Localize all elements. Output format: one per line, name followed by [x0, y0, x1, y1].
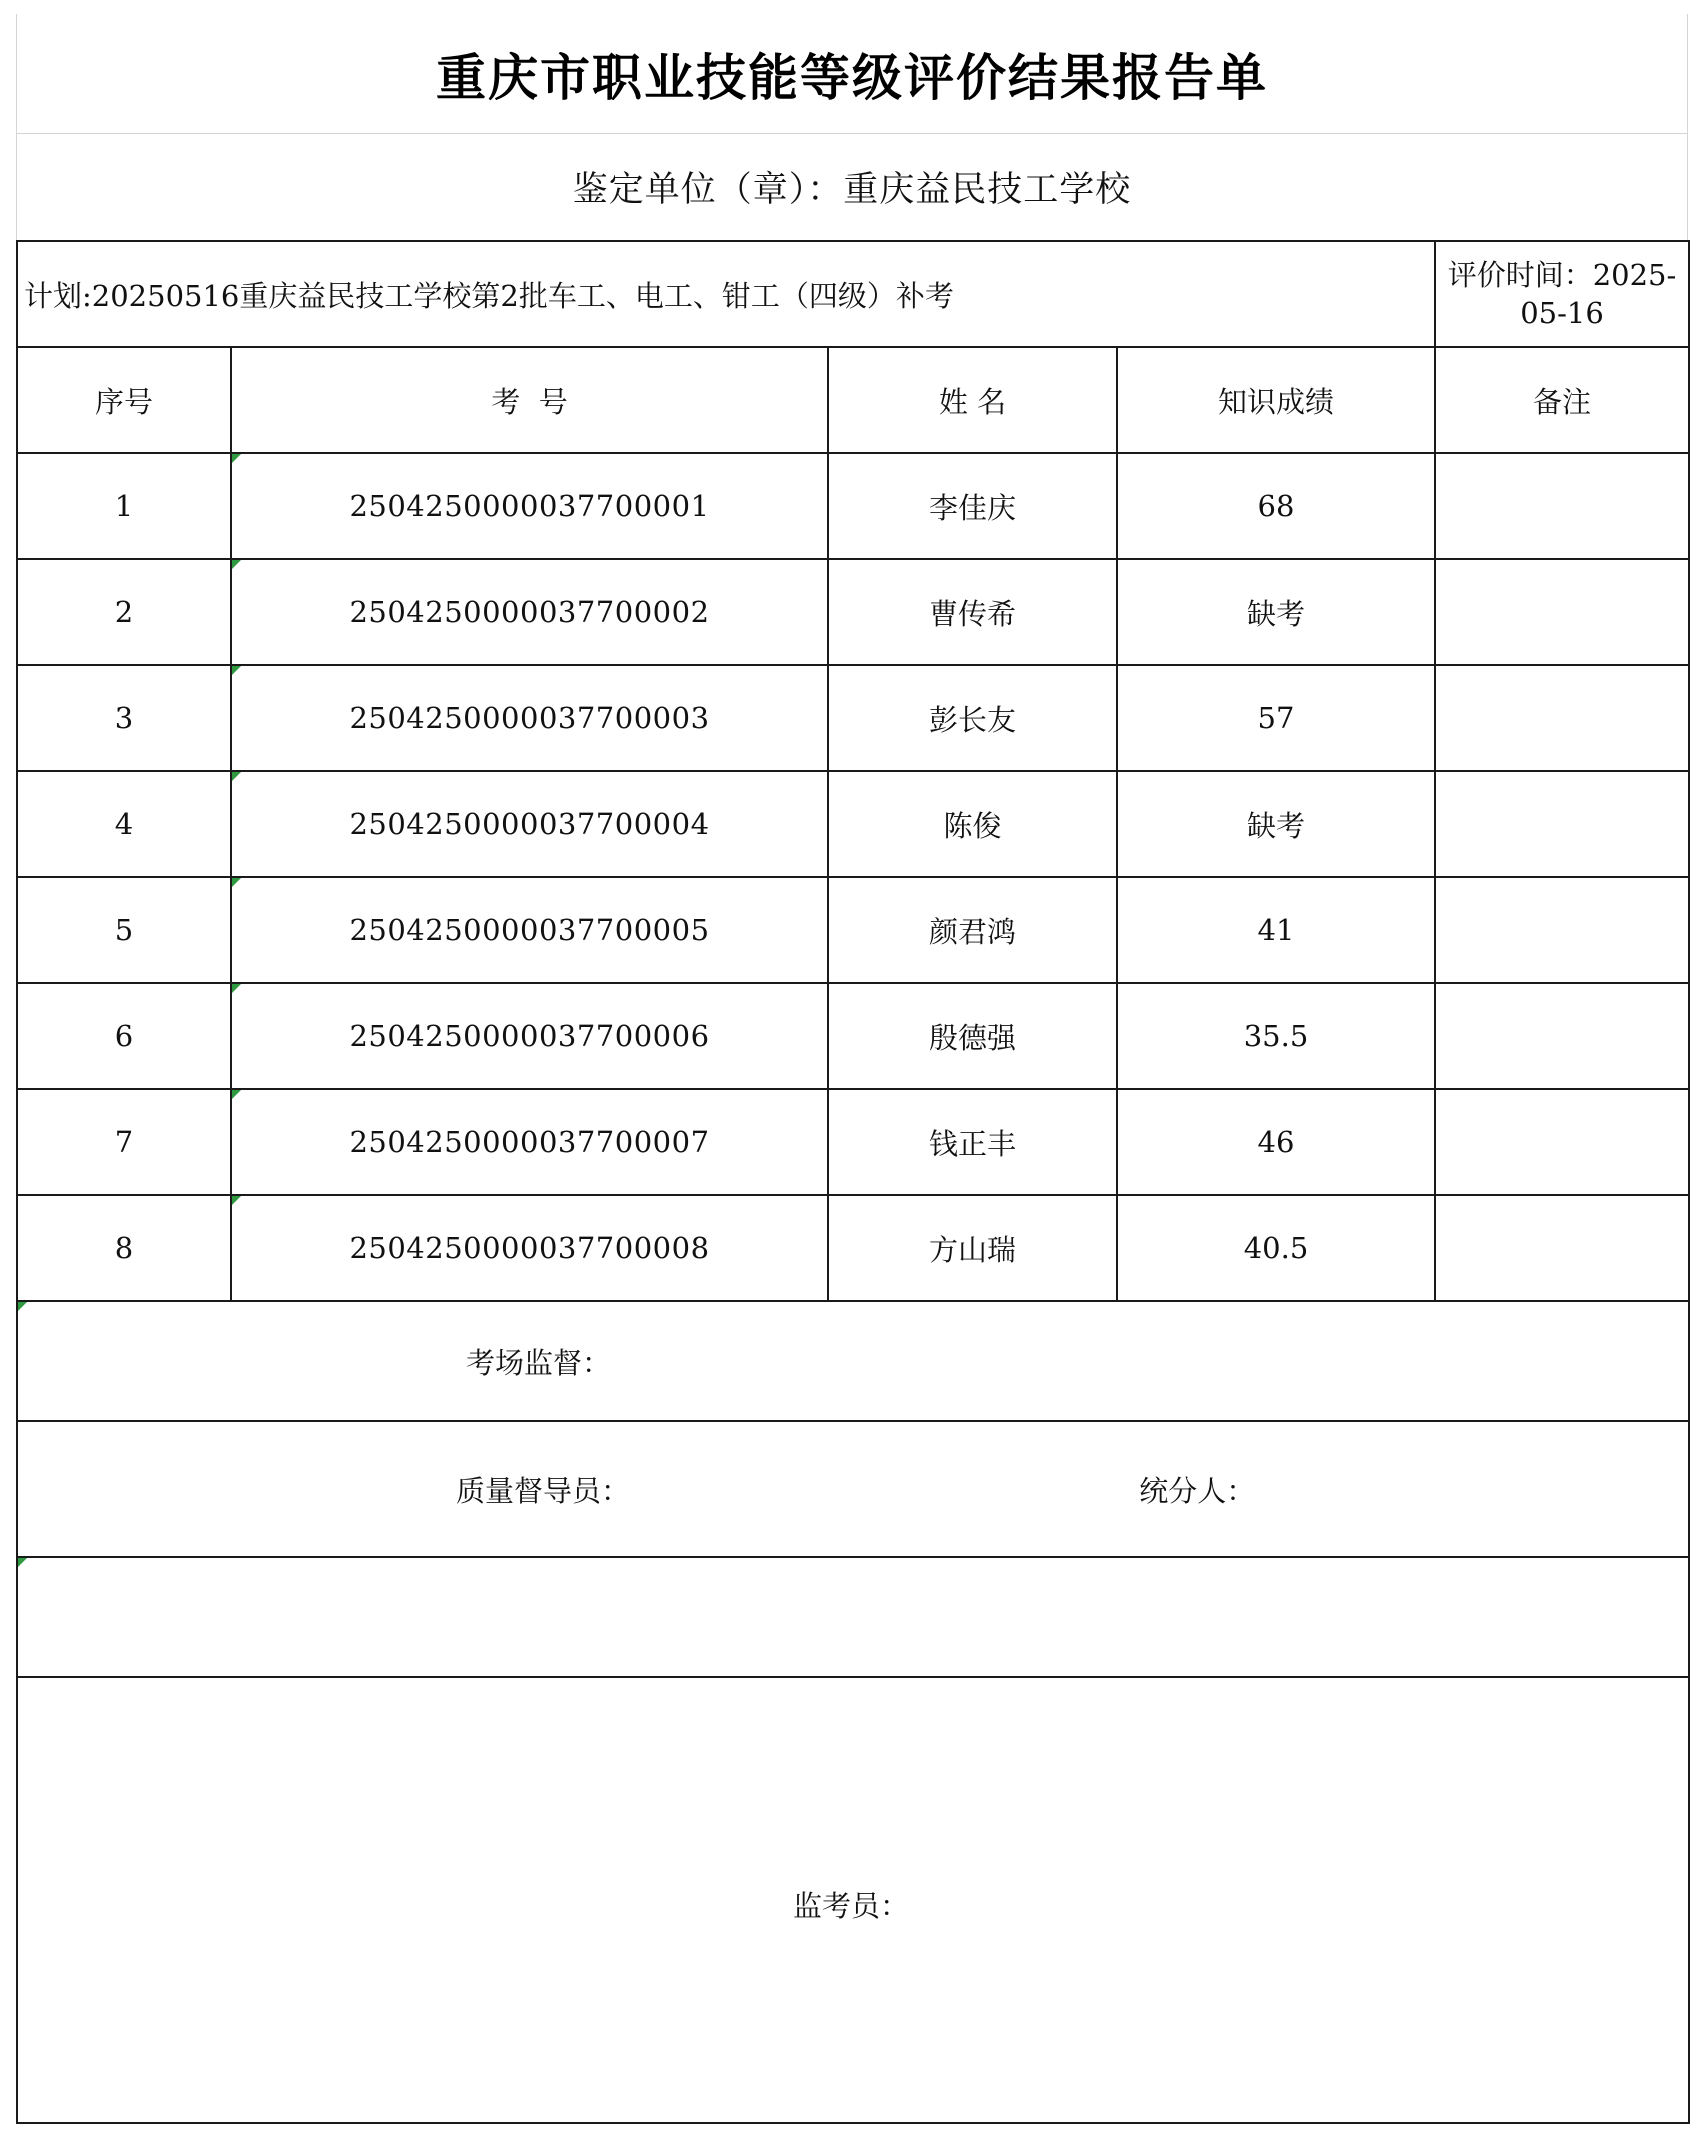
plan-cell: 计划:20250516重庆益民技工学校第2批车工、电工、钳工（四级）补考: [17, 241, 1435, 347]
scorer-label: 统分人：: [1139, 1473, 1256, 1508]
invigilator-cell: [17, 1677, 1689, 2123]
row-score: 35.5: [1117, 983, 1435, 1089]
row-name: 方山瑞: [828, 1195, 1117, 1301]
inspector-row: [17, 1421, 1689, 1557]
invigilator-label: 监考员：: [793, 1889, 910, 1923]
header-score: 知识成绩: [1117, 347, 1435, 453]
row-score: 缺考: [1117, 771, 1435, 877]
header-row: [17, 347, 1689, 453]
row-name: 曹传希: [828, 559, 1117, 665]
table-row: [17, 983, 1689, 1089]
row-remark: [1435, 983, 1689, 1089]
row-seq: 5: [17, 877, 231, 983]
row-name: 殷德强: [828, 983, 1117, 1089]
row-exam-no: 2504250000037700001: [231, 453, 828, 559]
row-score: 46: [1117, 1089, 1435, 1195]
row-seq: 8: [17, 1195, 231, 1301]
header-seq: 序号: [17, 347, 231, 453]
unit-band: [16, 134, 1688, 240]
row-exam-no: 2504250000037700005: [231, 877, 828, 983]
row-seq: 7: [17, 1089, 231, 1195]
row-remark: [1435, 1089, 1689, 1195]
row-remark: [1435, 771, 1689, 877]
row-remark: [1435, 665, 1689, 771]
plan-row: [17, 241, 1689, 347]
site-supervisor-cell: [17, 1301, 1689, 1421]
row-seq: 4: [17, 771, 231, 877]
results-table: [16, 240, 1690, 2124]
row-seq: 2: [17, 559, 231, 665]
eval-time-line1: 评价时间：2025-: [1447, 258, 1677, 292]
row-exam-no: 2504250000037700002: [231, 559, 828, 665]
row-exam-no: 2504250000037700006: [231, 983, 828, 1089]
row-seq: 6: [17, 983, 231, 1089]
row-score: 40.5: [1117, 1195, 1435, 1301]
row-remark: [1435, 453, 1689, 559]
title-band: [16, 14, 1688, 134]
table-row: [17, 1089, 1689, 1195]
row-seq: 3: [17, 665, 231, 771]
row-score: 57: [1117, 665, 1435, 771]
blank-row: [17, 1557, 1689, 1677]
row-exam-no: 2504250000037700007: [231, 1089, 828, 1195]
row-score: 41: [1117, 877, 1435, 983]
row-remark: [1435, 1195, 1689, 1301]
header-remark: 备注: [1435, 347, 1689, 453]
row-remark: [1435, 559, 1689, 665]
header-name: 姓 名: [828, 347, 1117, 453]
table-row: [17, 453, 1689, 559]
eval-time-line2: 05-16: [1520, 296, 1604, 330]
table-row: [17, 771, 1689, 877]
row-score: 缺考: [1117, 559, 1435, 665]
quality-inspector-label: 质量督导员：: [456, 1473, 631, 1508]
appraisal-unit: 鉴定单位（章）：重庆益民技工学校: [572, 170, 1132, 210]
inspector-cell: [17, 1421, 1689, 1557]
header-exam-no: 考 号: [231, 347, 828, 453]
table-row: [17, 877, 1689, 983]
row-exam-no: 2504250000037700004: [231, 771, 828, 877]
row-name: 钱正丰: [828, 1089, 1117, 1195]
page-title: 重庆市职业技能等级评价结果报告单: [436, 48, 1268, 107]
eval-time-cell: [1435, 241, 1689, 347]
row-name: 李佳庆: [828, 453, 1117, 559]
row-name: 彭长友: [828, 665, 1117, 771]
table-row: [17, 665, 1689, 771]
table-row: [17, 1195, 1689, 1301]
row-name: 陈俊: [828, 771, 1117, 877]
site-supervisor-label: 考场监督：: [466, 1345, 612, 1380]
row-name: 颜君鸿: [828, 877, 1117, 983]
row-remark: [1435, 877, 1689, 983]
blank-cell: [17, 1557, 1689, 1677]
site-supervisor-row: [17, 1301, 1689, 1421]
row-exam-no: 2504250000037700008: [231, 1195, 828, 1301]
table-row: [17, 559, 1689, 665]
invigilator-row: [17, 1677, 1689, 2123]
row-seq: 1: [17, 453, 231, 559]
row-exam-no: 2504250000037700003: [231, 665, 828, 771]
row-score: 68: [1117, 453, 1435, 559]
